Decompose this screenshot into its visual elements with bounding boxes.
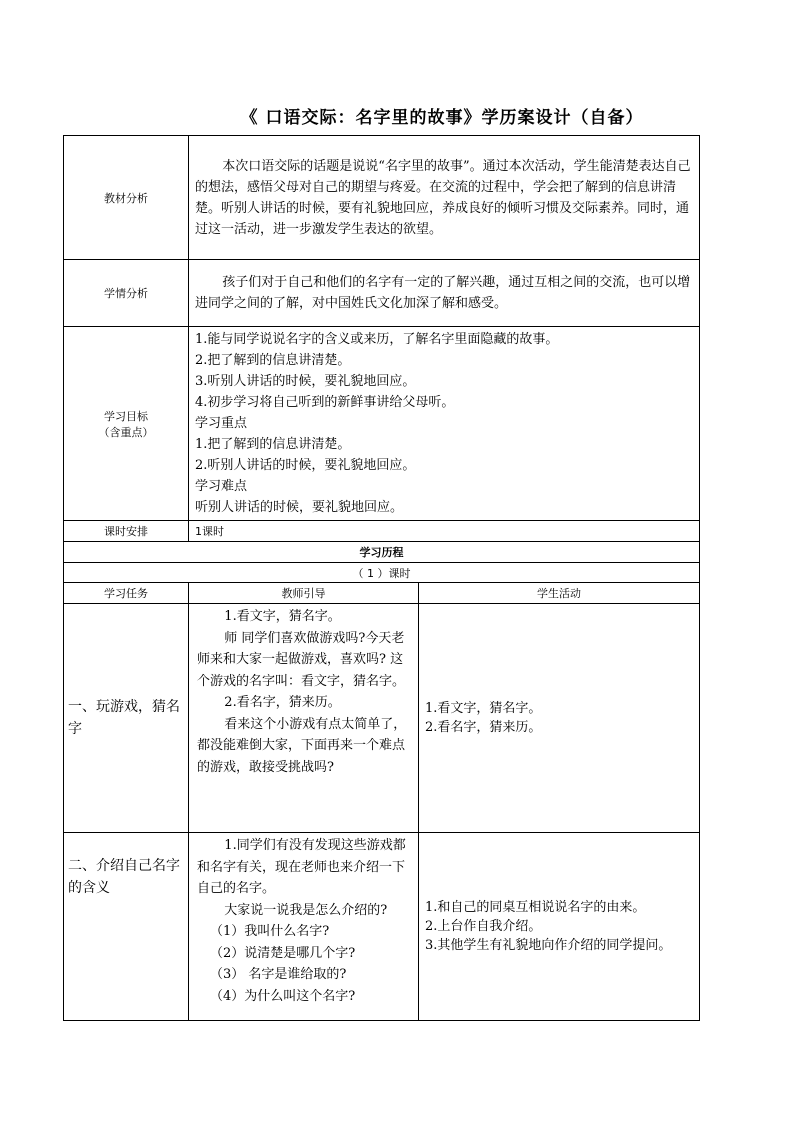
goal-line: 听别人讲话的时候，要礼貌地回应。 — [195, 500, 404, 515]
col-header-student: 学生活动 — [419, 583, 700, 604]
goals-label-cell — [64, 327, 189, 521]
col-header-teacher: 教师引导 — [189, 583, 419, 604]
student-line: 1.看文字，猜名字。 — [425, 701, 542, 716]
students-row — [64, 260, 700, 327]
teacher-line: （2）说清楚是哪几个字? — [210, 945, 356, 961]
goals-row — [64, 327, 700, 521]
teacher-line: （1）我叫什么名字? — [210, 924, 330, 939]
teacher-line: 师 同学们喜欢做游戏吗?今天老师来和大家一起做游戏，喜欢吗? 这个游戏的名字叫：看文字，猜名字。 — [197, 630, 406, 689]
task-1-teacher — [189, 604, 419, 833]
analysis-label: 教材分析 — [64, 136, 189, 260]
analysis-row — [64, 136, 700, 260]
schedule-value: 1课时 — [189, 521, 700, 542]
task-row-2 — [64, 833, 700, 1021]
student-line: 2.看名字，猜来历。 — [425, 720, 542, 735]
task-1-student — [419, 604, 700, 833]
task-2-name: 二、介绍自己名字的含义 — [64, 833, 189, 1021]
task-row-1 — [64, 604, 700, 833]
teacher-line: 1.同学们有没有发现这些游戏都和名字有关，现在老师也来介绍一下自己的名字。 — [197, 838, 406, 896]
teacher-line: （3） 名字是谁给取的? — [210, 967, 347, 982]
teacher-line: 大家说一说我是怎么介绍的? — [224, 902, 388, 918]
goal-line: 2.听别人讲话的时候，要礼貌地回应。 — [195, 458, 416, 473]
goal-line: 4.初步学习将自己听到的新鲜事讲给父母听。 — [195, 395, 455, 410]
document-title: 《 口语交际：名字里的故事》学历案设计（自备） — [240, 108, 644, 128]
schedule-row — [64, 521, 700, 542]
students-text: 孩子们对于自己和他们的名字有一定的了解兴趣，通过互相之间的交流，也可以增进同学之间的了解，对中国姓氏文化加深了解和感受。 — [189, 260, 700, 327]
teacher-line: 看来这个小游戏有点太简单了，都没能难倒大家，下面再来一个难点的游戏，敢接受挑战吗? — [197, 716, 407, 775]
goal-line: 1.能与同学说说名字的含义或来历，了解名字里面隐藏的故事。 — [195, 332, 559, 347]
key-points-heading: 学习重点 — [195, 416, 248, 431]
process-heading: 学习历程 — [64, 542, 700, 563]
goals-content — [189, 327, 700, 521]
teacher-line: 2.看名字，猜来历。 — [224, 695, 341, 710]
goal-line: 1.把了解到的信息讲清楚。 — [195, 437, 351, 452]
period-row — [64, 563, 700, 583]
teacher-line: （4）为什么叫这个名字? — [210, 988, 356, 1004]
goals-label-note: （含重点） — [98, 425, 154, 439]
schedule-label: 课时安排 — [64, 521, 189, 542]
student-line: 1.和自己的同桌互相说说名字的由来。 — [425, 900, 646, 915]
student-line: 2.上台作自我介绍。 — [425, 919, 542, 934]
goals-label: 学习目标 — [104, 409, 148, 423]
student-line: 3.其他学生有礼貌地向作介绍的同学提问。 — [425, 938, 672, 953]
analysis-text: 本次口语交际的话题是说说“名字里的故事”。通过本次活动，学生能清楚表达自己的想法，感悟父母对自己的期望与疼爱。在交流的过程中，学会把了解到的信息讲清楚。听别人讲话的时候，要有礼貌地回应，养成良好的倾听习惯及交际素养。同时，通过这一活动，进一步激发学生表达的欲望。 — [189, 136, 700, 260]
task-1-name: 一、玩游戏，猜名字 — [64, 604, 189, 833]
task-2-student — [419, 833, 700, 1021]
task-2-teacher — [189, 833, 419, 1021]
difficulty-heading: 学习难点 — [195, 479, 248, 494]
goal-line: 3.听别人讲话的时候，要礼貌地回应。 — [195, 374, 416, 389]
teacher-line: 1.看文字，猜名字。 — [224, 609, 341, 624]
process-heading-row — [64, 542, 700, 563]
goal-line: 2.把了解到的信息讲清楚。 — [195, 353, 351, 368]
col-header-task: 学习任务 — [64, 583, 189, 604]
column-header-row — [64, 583, 700, 604]
lesson-plan-table — [63, 135, 700, 1021]
students-label: 学情分析 — [64, 260, 189, 327]
period-label: （ 1 ）课时 — [64, 563, 700, 583]
